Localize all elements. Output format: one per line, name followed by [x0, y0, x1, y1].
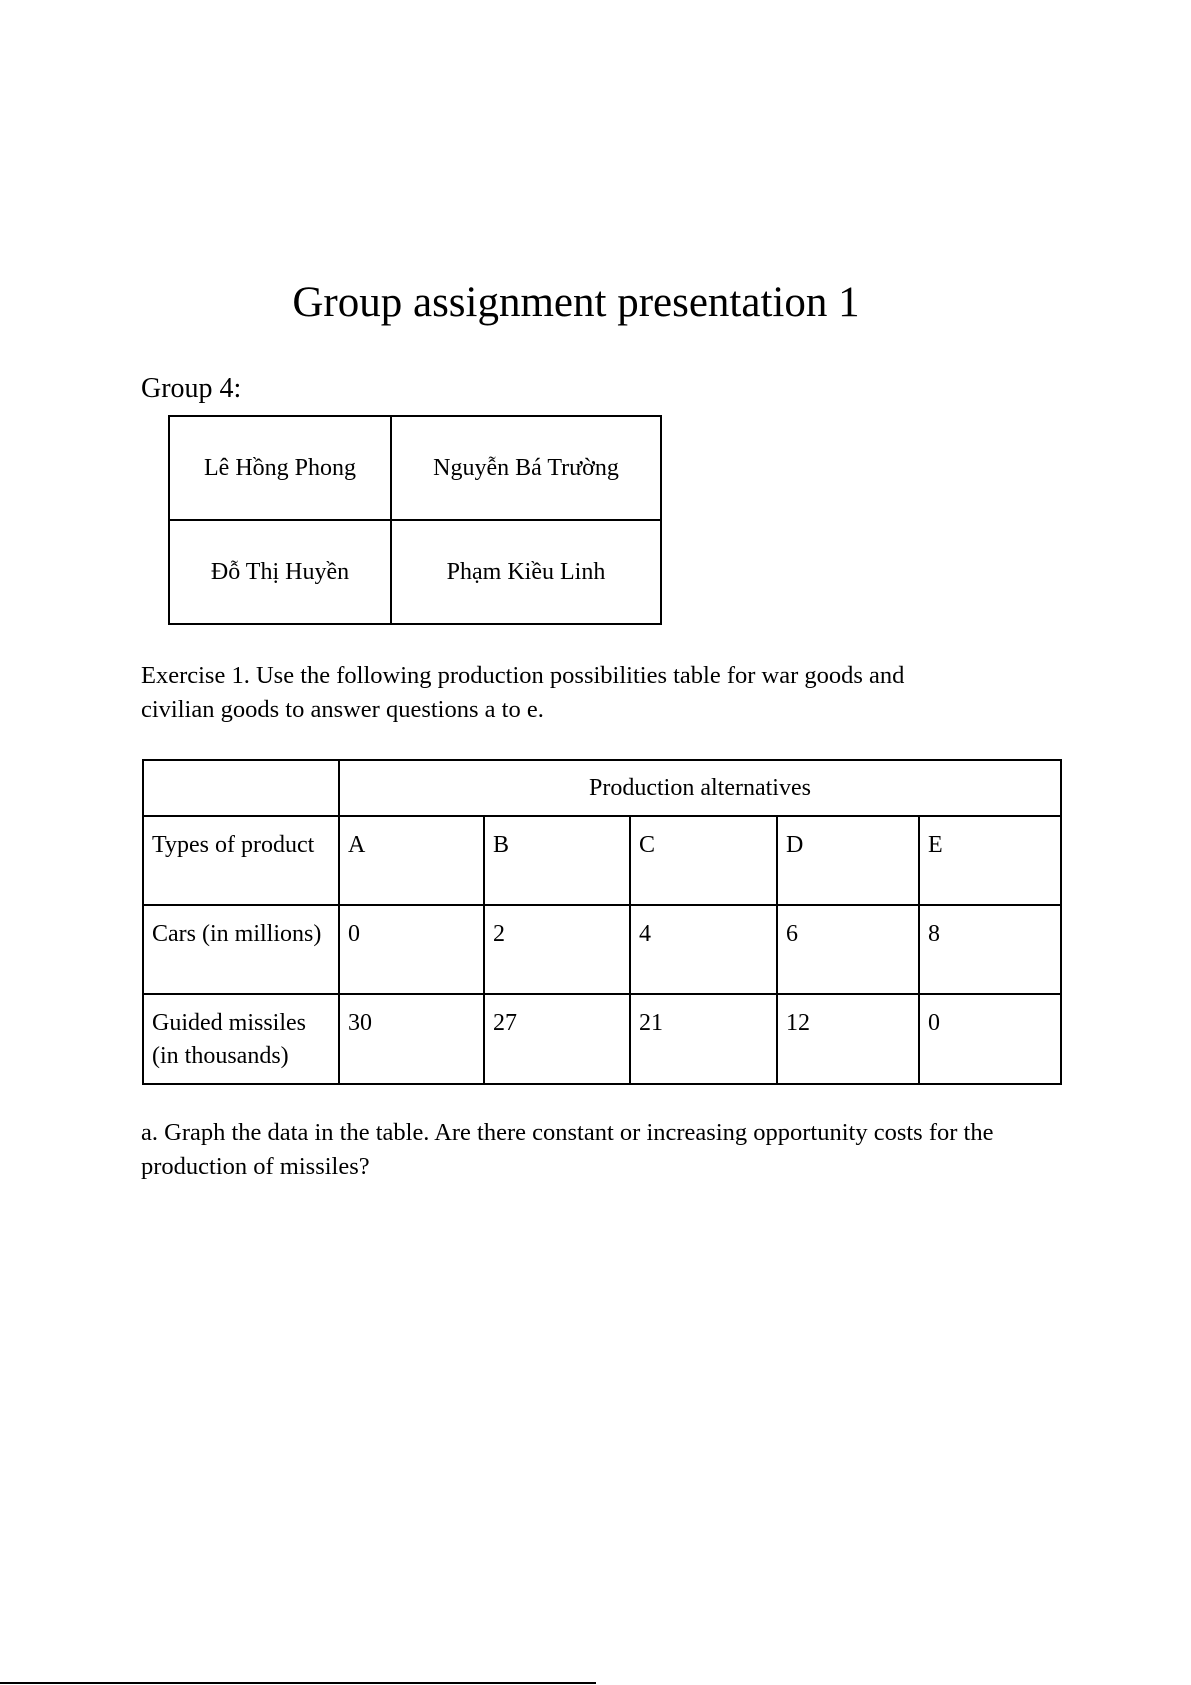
- table-cell: 8: [919, 905, 1061, 994]
- member-name: Lê Hồng Phong: [169, 416, 391, 520]
- alt-header: A: [339, 816, 484, 905]
- alt-header: D: [777, 816, 919, 905]
- table-cell: 0: [919, 994, 1061, 1084]
- row-label: Cars (in millions): [143, 905, 339, 994]
- members-table: [168, 415, 662, 625]
- member-name: Nguyễn Bá Trường: [391, 416, 661, 520]
- table-cell: 27: [484, 994, 630, 1084]
- production-possibilities-table: [142, 759, 1062, 1085]
- member-name: Đỗ Thị Huyền: [169, 520, 391, 624]
- exercise-text: Exercise 1. Use the following production possibilities table for war goods and civilian goods to answer questions a to e.: [141, 662, 905, 723]
- member-name: Phạm Kiều Linh: [391, 520, 661, 624]
- table-cell: 21: [630, 994, 777, 1084]
- alt-header: E: [919, 816, 1061, 905]
- question-a: a. Graph the data in the table. Are there constant or increasing opportunity costs for the production of missiles?: [141, 1119, 994, 1180]
- table-header: Production alternatives: [339, 760, 1061, 816]
- table-cell: 12: [777, 994, 919, 1084]
- table-cell: 2: [484, 905, 630, 994]
- table-cell: 6: [777, 905, 919, 994]
- alt-header: B: [484, 816, 630, 905]
- table-cell: 4: [630, 905, 777, 994]
- row-label: Types of product: [143, 816, 339, 905]
- group-label: Group 4:: [141, 373, 242, 404]
- empty-header-cell: [143, 760, 339, 816]
- row-label: Guided missiles (in thousands): [143, 994, 339, 1084]
- table-cell: 30: [339, 994, 484, 1084]
- document-title: Group assignment presentation 1: [292, 279, 860, 326]
- page-divider: [0, 1682, 596, 1684]
- alt-header: C: [630, 816, 777, 905]
- table-cell: 0: [339, 905, 484, 994]
